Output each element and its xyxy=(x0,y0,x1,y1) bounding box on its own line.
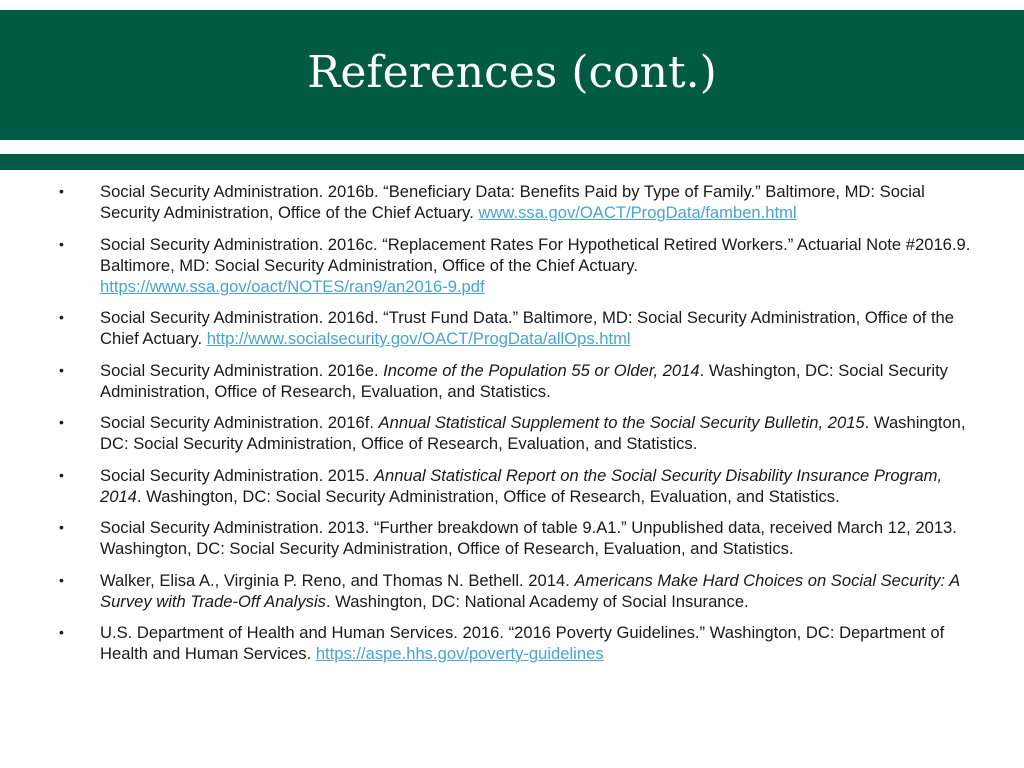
reference-text: . Washington, DC: Social Security Administration, Office of Research, Evaluation, and Statistics. xyxy=(136,486,840,506)
reference-item xyxy=(56,570,971,612)
references-list xyxy=(56,181,971,675)
reference-text: . Washington, DC: Social Security Administration, Office of Research, Evaluation, and Statistics. xyxy=(100,360,948,401)
page-title: References (cont.) xyxy=(307,46,717,98)
reference-text: Social Security Administration. 2016f. xyxy=(100,413,379,432)
title-bar xyxy=(0,10,1024,140)
reference-item xyxy=(56,360,971,402)
accent-divider xyxy=(0,154,1024,170)
bullet-icon: • xyxy=(59,414,64,430)
bullet-icon: • xyxy=(59,183,64,199)
reference-item xyxy=(56,465,971,507)
reference-item xyxy=(56,622,971,664)
bullet-icon: • xyxy=(59,309,64,325)
reference-text: U.S. Department of Health and Human Services. 2016. “2016 Poverty Guidelines.” Washington, DC: Department of Health and Human Services. xyxy=(100,623,945,663)
reference-item xyxy=(56,517,971,559)
bullet-icon: • xyxy=(59,361,64,378)
reference-text: Social Security Administration. 2015. xyxy=(100,465,374,485)
reference-item xyxy=(56,234,971,297)
reference-text: Social Security Administration. 2016e. xyxy=(100,360,384,380)
reference-text: . Washington, DC: National Academy of Social Insurance. xyxy=(325,591,749,611)
reference-item xyxy=(56,307,971,349)
reference-title-italic: Americans Make Hard Choices on Social Security: A Survey with Trade-Off Analysis xyxy=(100,570,960,611)
reference-title-italic: Income of the Population 55 or Older, 2014 xyxy=(383,360,700,380)
reference-text: . Washington, DC: Social Security Administration, Office of Research, Evaluation, and Statistics. xyxy=(100,413,966,453)
reference-link[interactable]: http://www.socialsecurity.gov/OACT/ProgData/allOps.html xyxy=(206,329,631,348)
reference-text: Social Security Administration. 2016d. “Trust Fund Data.” Baltimore, MD: Social Security Administration, Office of the Chief Actuary. xyxy=(100,308,955,348)
reference-link[interactable]: www.ssa.gov/OACT/ProgData/famben.html xyxy=(478,203,797,222)
bullet-icon: • xyxy=(59,235,64,252)
reference-item xyxy=(56,412,971,454)
bullet-icon: • xyxy=(59,624,64,640)
reference-text: Walker, Elisa A., Virginia P. Reno, and Thomas N. Bethell. 2014. xyxy=(100,570,575,590)
reference-text: Social Security Administration. 2013. “Further breakdown of table 9.A1.” Unpublished data, received March 12, 2013. Washington, DC: Social Security Administration, Office of Research, Evaluation, and Statistics. xyxy=(100,518,957,558)
reference-item xyxy=(56,181,971,223)
reference-text: Social Security Administration. 2016c. “Replacement Rates For Hypothetical Retired Workers.” Actuarial Note #2016.9. Baltimore, MD: Social Security Administration, Office of the Chief Actuary. xyxy=(100,234,971,275)
reference-link[interactable]: https://aspe.hhs.gov/poverty-guidelines xyxy=(315,644,604,663)
reference-text: Social Security Administration. 2016b. “Beneficiary Data: Benefits Paid by Type of Family.” Baltimore, MD: Social Security Administration, Office of the Chief Actuary. xyxy=(100,182,925,222)
bullet-icon: • xyxy=(59,571,64,588)
reference-title-italic: Annual Statistical Report on the Social Security Disability Insurance Program, 2014 xyxy=(100,465,943,506)
reference-link[interactable]: https://www.ssa.gov/oact/NOTES/ran9/an2016-9.pdf xyxy=(100,276,485,296)
bullet-icon: • xyxy=(59,519,64,535)
reference-title-italic: Annual Statistical Supplement to the Social Security Bulletin, 2015 xyxy=(378,413,865,432)
bullet-icon: • xyxy=(59,466,64,483)
